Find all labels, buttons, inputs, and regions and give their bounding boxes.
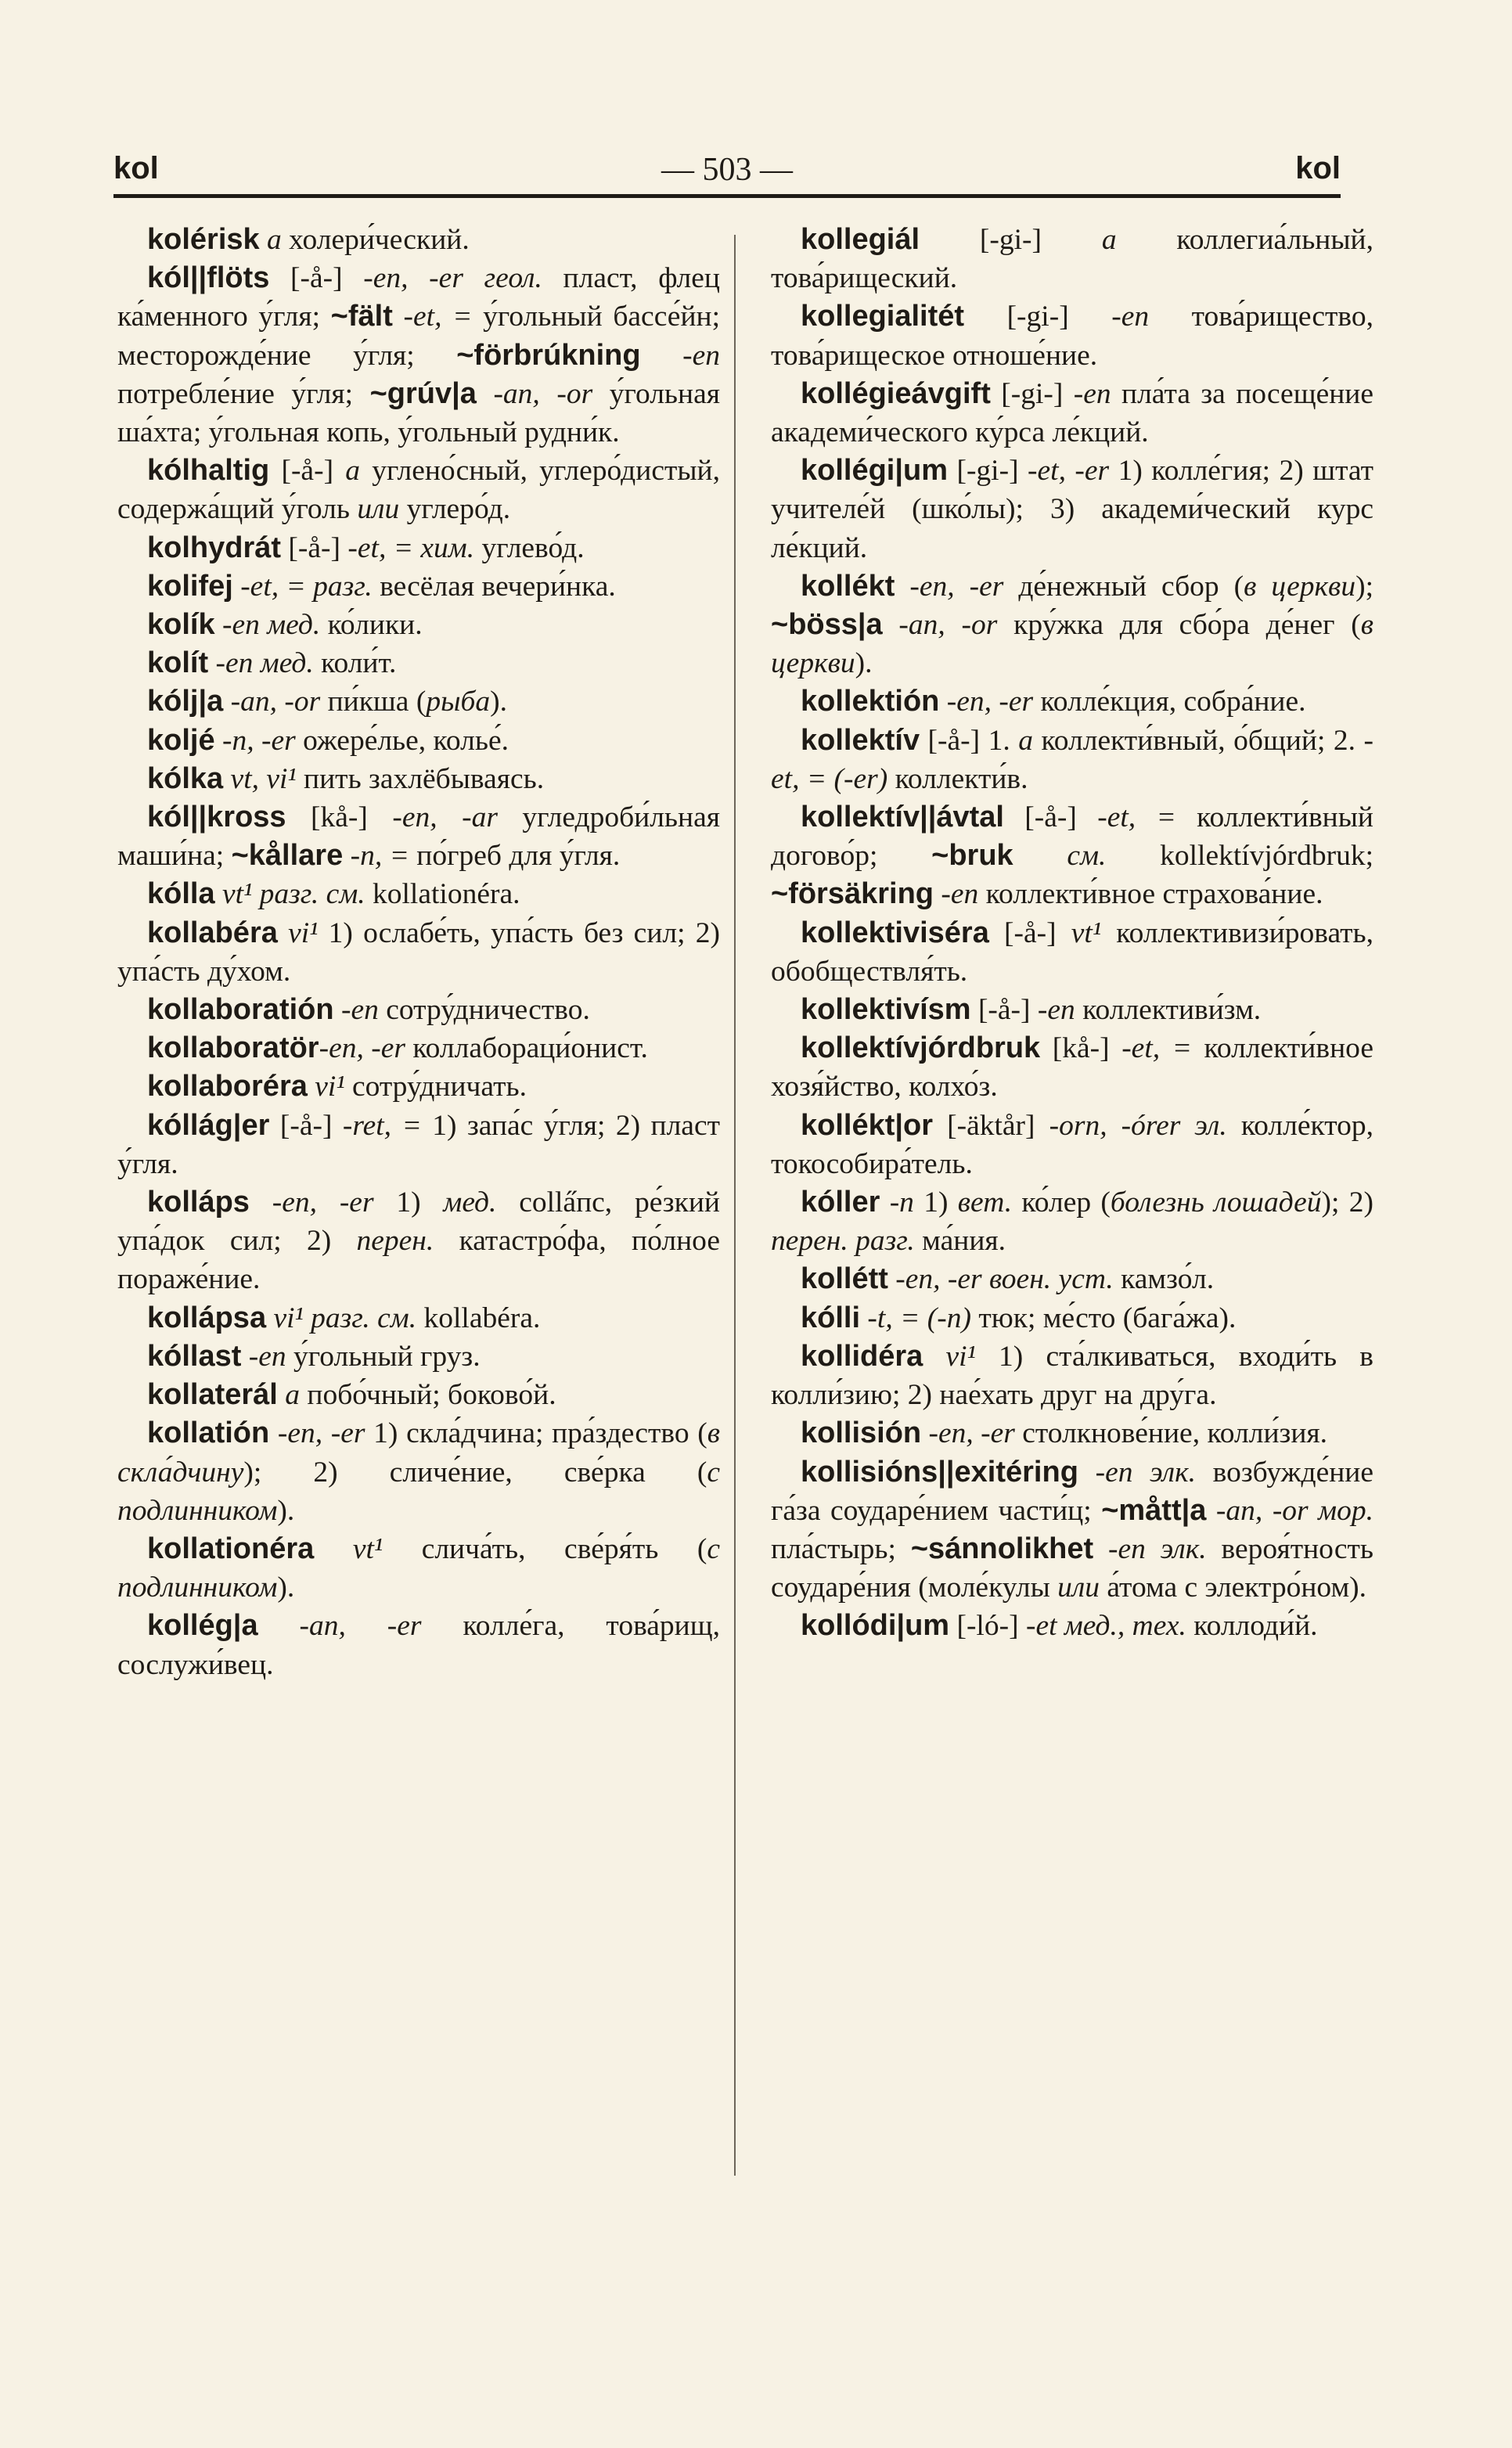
- dictionary-entry: [771, 682, 1373, 721]
- dictionary-entry: [771, 1183, 1373, 1260]
- definition-text: 1) ста́лкиваться, входи́ть в колли́зию; 2) нае́хать друг на дру́га.: [771, 1340, 1374, 1412]
- definition-text: [-gi-]: [920, 224, 1102, 256]
- headword: kollektívjórdbruk: [801, 1031, 1041, 1065]
- headword: kollektív||ávtal: [801, 801, 1004, 834]
- grammar-note: -et, = разг.: [232, 570, 373, 603]
- dictionary-entry: [117, 1183, 720, 1299]
- column-divider: [734, 235, 736, 2176]
- definition-text: 1) скла́дчина; пра́здество (: [365, 1417, 707, 1450]
- right-column: [771, 221, 1373, 1646]
- headword: ~mått|a: [1101, 1493, 1207, 1527]
- definition-text: коллекти́вный, о́бщий; 2.: [1032, 724, 1364, 757]
- definition-text: [-gi-]: [990, 377, 1074, 410]
- dictionary-entry: [771, 1453, 1373, 1607]
- grammar-note: -et, =: [392, 301, 473, 333]
- headword: kollétt: [801, 1262, 888, 1296]
- headword: kólhaltig: [147, 454, 270, 488]
- definition-text: де́нежный сбор (: [1003, 570, 1244, 603]
- definition-text: 1): [373, 1186, 444, 1219]
- definition-text: угледроби́льная маши́на;: [117, 801, 720, 873]
- definition-text: ); 2): [1321, 1186, 1373, 1219]
- page-number: — 503 —: [661, 152, 793, 188]
- dictionary-entry: [771, 567, 1373, 683]
- grammar-note: перен. разг.: [771, 1225, 915, 1258]
- grammar-note: -n, =: [343, 840, 409, 873]
- definition-text: коллекти́вный догово́р;: [771, 801, 1373, 873]
- headword: kóllág|er: [147, 1108, 270, 1142]
- definition-text: това́рищество, това́рищеское отноше́ние.: [771, 301, 1373, 372]
- definition-text: коли́т.: [313, 647, 397, 680]
- headword: kollég|a: [147, 1609, 258, 1643]
- headword: ~fält: [330, 300, 393, 333]
- definition-text: холери́ческий.: [289, 224, 470, 256]
- grammar-note: -en, -er воен. уст.: [887, 1263, 1114, 1296]
- grammar-note: с подлинником: [117, 1456, 720, 1527]
- dictionary-entry: [117, 991, 720, 1029]
- definition-text: весёлая вечери́нка.: [372, 570, 616, 603]
- headword: kollégi|um: [801, 454, 948, 488]
- definition-text: [-ló-]: [949, 1610, 1026, 1643]
- dictionary-entry: [771, 914, 1373, 991]
- dictionary-entry: [771, 722, 1373, 798]
- grammar-note: vi¹: [277, 916, 319, 949]
- headword: kollidéra: [801, 1339, 923, 1373]
- grammar-note: -en: [333, 994, 379, 1027]
- dictionary-entry: [117, 682, 720, 721]
- dictionary-entry: [117, 452, 720, 528]
- grammar-note: -et, = хим.: [347, 531, 475, 564]
- grammar-note: -an, -or мор.: [1206, 1494, 1373, 1527]
- definition-text: 1): [913, 1186, 958, 1219]
- dictionary-entry: [771, 1299, 1373, 1337]
- dictionary-entry: [117, 760, 720, 798]
- definition-text: [-å-]: [988, 916, 1071, 949]
- definition-text: столкнове́ние, колли́зия.: [1014, 1417, 1328, 1450]
- grammar-note: перен.: [356, 1225, 434, 1258]
- headword: kollégieávgift: [801, 376, 991, 410]
- grammar-note: -en, -ar: [392, 801, 498, 834]
- headword: kollaboratión: [147, 993, 334, 1027]
- grammar-note: -en: [241, 1340, 286, 1373]
- definition-text: ко́лер (: [1012, 1186, 1111, 1219]
- headword: ~kållare: [231, 839, 344, 873]
- definition-text: у́гольный груз.: [286, 1340, 481, 1373]
- grammar-note: vi¹: [307, 1071, 345, 1103]
- grammar-note: в церкви: [771, 609, 1373, 680]
- grammar-note: -en, -er: [921, 1417, 1015, 1450]
- dictionary-entry: [771, 375, 1373, 452]
- headword: kollegialitét: [801, 300, 965, 333]
- grammar-note: -n: [880, 1186, 914, 1219]
- headword: kollektión: [801, 685, 940, 718]
- grammar-note: -an, -or: [223, 686, 321, 718]
- dictionary-entry: [117, 567, 720, 606]
- definition-text: ).: [277, 1571, 295, 1604]
- headword: ~böss|a: [771, 608, 883, 642]
- grammar-note: -an, -or: [476, 377, 593, 410]
- definition-text: пла́та за посеще́ние академи́ческого ку́рса ле́кций.: [771, 377, 1374, 449]
- definition-text: сотру́дничать.: [344, 1071, 527, 1103]
- definition-text: [-gi-]: [948, 455, 1028, 488]
- definition-text: [-å-]: [269, 1109, 343, 1142]
- headword: kollódi|um: [801, 1609, 950, 1643]
- headword: kollektiviséra: [801, 916, 989, 949]
- page-header: [113, 145, 1341, 192]
- grammar-note: вет.: [957, 1186, 1013, 1219]
- dictionary-entry: [117, 722, 720, 760]
- headword: kollektív: [801, 723, 920, 757]
- definition-text: ).: [855, 647, 873, 680]
- definition-text: коллоди́й.: [1186, 1610, 1318, 1643]
- definition-text: пить захлёбываясь.: [296, 762, 545, 795]
- headword: ~försäkring: [771, 877, 934, 911]
- definition-text: пла́стырь;: [771, 1532, 911, 1565]
- grammar-note: vt¹ разг. см.: [214, 878, 365, 911]
- headword: kolifej: [147, 569, 233, 603]
- dictionary-entry: [771, 1414, 1373, 1453]
- definition-text: ).: [490, 686, 507, 718]
- headword: kól||flöts: [147, 261, 270, 295]
- grammar-note: -ret, =: [342, 1109, 422, 1142]
- definition-text: углено́сный, углеро́дистый, содержа́щий у́голь: [117, 455, 720, 526]
- definition-text: коллекти́в.: [887, 762, 1028, 795]
- headword: kólj|a: [147, 685, 224, 718]
- headword: kólli: [801, 1301, 861, 1334]
- grammar-note: -en элк.: [1093, 1532, 1207, 1565]
- grammar-note: -en, -er: [249, 1186, 374, 1219]
- definition-text: колле́кция, собра́ние.: [1033, 686, 1306, 718]
- grammar-note: vi¹ разг. см.: [266, 1301, 417, 1334]
- grammar-note: мед.: [443, 1186, 497, 1219]
- headword: koljé: [147, 723, 215, 757]
- grammar-note: -t, = (-n): [860, 1301, 971, 1334]
- dictionary-entry: [771, 221, 1373, 297]
- grammar-note: -et, -er: [1028, 455, 1110, 488]
- headword: ~förbrúkning: [456, 338, 641, 372]
- definition-text: коллективизи́ровать, обобществля́ть.: [771, 916, 1373, 988]
- definition-text: [-å-]: [269, 262, 364, 295]
- definition-text: кру́жка для сбо́ра де́нег (: [997, 609, 1361, 642]
- definition-text: углеро́д.: [399, 493, 511, 526]
- definition-text: колле́ктор, токособира́тель.: [771, 1109, 1373, 1180]
- right-guide-word: kol: [1295, 151, 1341, 185]
- definition-text: у́гольный бассе́йн; месторожде́ние у́гля;: [117, 301, 720, 372]
- left-column: [117, 221, 720, 1684]
- dictionary-entry: [117, 1029, 720, 1067]
- grammar-note: в скла́дчину: [117, 1417, 721, 1489]
- grammar-note: a: [259, 224, 290, 256]
- grammar-note: -en: [1073, 377, 1111, 410]
- definition-text: побо́чный; боково́й.: [300, 1379, 556, 1412]
- headword: kollápsa: [147, 1301, 267, 1334]
- dictionary-entry: [117, 798, 720, 875]
- definition-text: тюк; ме́сто (бага́жа).: [970, 1301, 1237, 1334]
- left-guide-word: kol: [113, 151, 159, 185]
- definition-text: коллегиа́льный, това́рищеский.: [771, 224, 1374, 295]
- grammar-note: -en: [1111, 301, 1150, 333]
- definition-text: катастро́фа, по́лное пораже́ние.: [117, 1225, 720, 1296]
- definition-text: камзо́л.: [1113, 1263, 1215, 1296]
- grammar-note: -en, -er: [895, 570, 1004, 603]
- headword: kollegiál: [801, 223, 920, 256]
- definition-text: [-å-]: [281, 531, 348, 564]
- headword: kollektivísm: [801, 993, 971, 1027]
- grammar-note: -en: [640, 339, 721, 372]
- grammar-note: -en: [1037, 994, 1075, 1027]
- definition-text: [-å-]: [1003, 801, 1098, 834]
- headword: kollabéra: [147, 916, 278, 949]
- definition-text: коллекти́вное страхова́ние.: [978, 878, 1323, 911]
- dictionary-entry: [771, 1260, 1373, 1298]
- definition-text: colla̋пс, ре́зкий упа́док сил; 2): [117, 1186, 720, 1258]
- definition-text: по́греб для у́гля.: [409, 840, 621, 873]
- dictionary-entry: [771, 1029, 1373, 1106]
- grammar-note: -n, -er: [214, 724, 296, 757]
- definition-text: [-gi-]: [964, 301, 1112, 333]
- dictionary-entry: [117, 1107, 720, 1183]
- grammar-note: -et мед., тех.: [1025, 1610, 1186, 1643]
- dictionary-entry: [117, 1376, 720, 1414]
- definition-text: у́гольная ша́хта; у́гольная копь, у́гольный рудни́к.: [117, 377, 720, 449]
- dictionary-entry: [117, 606, 720, 644]
- dictionary-entry: [771, 1607, 1373, 1645]
- grammar-note: -et, = (-er): [771, 724, 1373, 795]
- grammar-note: -en мед.: [214, 609, 321, 642]
- dictionary-entry: [117, 221, 720, 259]
- dictionary-entry: [771, 798, 1373, 914]
- definition-text: ).: [277, 1494, 295, 1527]
- definition-text: ожере́лье, колье́.: [295, 724, 509, 757]
- dictionary-entry: [771, 1107, 1373, 1183]
- definition-text: [-äktår]: [933, 1109, 1049, 1142]
- definition-text: [-å-] 1.: [920, 724, 1019, 757]
- headword: ~sánnolikhet: [910, 1532, 1094, 1565]
- definition-text: коллекти́вное хозя́йство, колхо́з.: [771, 1032, 1373, 1103]
- grammar-note: -en, -er геол.: [363, 262, 542, 295]
- grammar-note: болезнь лошадей: [1110, 1186, 1322, 1219]
- headword: kóller: [801, 1186, 880, 1219]
- grammar-note: -en мед.: [208, 647, 314, 680]
- grammar-note: или: [357, 493, 400, 526]
- grammar-note: -en элк.: [1078, 1456, 1196, 1489]
- grammar-note: с подлинником: [117, 1532, 721, 1604]
- headword: kolláps: [147, 1186, 250, 1219]
- definition-text: 1) запа́с у́гля; 2) пласт у́гля.: [117, 1109, 720, 1180]
- headword: kollaboratör: [147, 1031, 319, 1065]
- grammar-note: рыба: [426, 686, 491, 718]
- definition-text: коллабораци́онист.: [405, 1032, 648, 1065]
- dictionary-entry: [117, 644, 720, 682]
- definition-text: углево́д.: [474, 531, 585, 564]
- grammar-note: -en, -er: [269, 1417, 365, 1450]
- headword: kolík: [147, 608, 215, 642]
- dictionary-entry: [117, 529, 720, 567]
- definition-text: пи́кша (: [320, 686, 427, 718]
- grammar-note: a: [1018, 724, 1033, 757]
- dictionary-entry: [117, 1607, 720, 1683]
- grammar-note: -en: [934, 878, 979, 911]
- dictionary-entry: [771, 297, 1373, 374]
- dictionary-entry: [117, 259, 720, 452]
- definition-text: [kå-]: [1040, 1032, 1122, 1065]
- headword: kólla: [147, 877, 215, 911]
- dictionary-entry: [117, 914, 720, 991]
- headword: kollatión: [147, 1417, 270, 1450]
- dictionary-entry: [117, 1067, 720, 1106]
- definition-text: а́тома с электро́ном).: [1100, 1571, 1367, 1604]
- definition-text: kollektívjórdbruk;: [1106, 840, 1373, 873]
- headword: kollationéra: [147, 1532, 315, 1565]
- grammar-note: -orn, -órer эл.: [1049, 1109, 1227, 1142]
- grammar-note: или: [1057, 1571, 1100, 1604]
- headword: kolhydrát: [147, 531, 282, 564]
- definition-text: ко́лики.: [320, 609, 423, 642]
- grammar-note: vt¹: [314, 1532, 383, 1565]
- headword: kollisión: [801, 1417, 922, 1450]
- grammar-note: vt, vi¹: [223, 762, 297, 795]
- headword: kollékt|or: [801, 1108, 934, 1142]
- definition-text: сотру́дничество.: [378, 994, 590, 1027]
- headword: kóllast: [147, 1339, 242, 1373]
- definition-text: возбужде́ние га́за соударе́нием части́ц;: [771, 1456, 1373, 1527]
- headword: ~bruk: [931, 839, 1013, 873]
- definition-text: ма́ния.: [914, 1225, 1006, 1258]
- headword: kolérisk: [147, 223, 260, 256]
- grammar-note: vt¹: [1071, 916, 1102, 949]
- grammar-note: -en, -er: [939, 686, 1034, 718]
- headword: kollaterál: [147, 1378, 278, 1412]
- definition-text: kollationéra.: [365, 878, 520, 911]
- definition-text: 1) ослабе́ть, упа́сть без сил; 2) упа́сть ду́хом.: [117, 916, 720, 988]
- definition-text: );: [1355, 570, 1373, 603]
- definition-text: [-å-]: [970, 994, 1038, 1027]
- headword: ~grúv|a: [369, 376, 477, 410]
- dictionary-entry: [117, 875, 720, 913]
- headword: kollékt: [801, 569, 895, 603]
- dictionary-entry: [117, 1530, 720, 1607]
- dictionary-entry: [117, 1414, 720, 1530]
- definition-text: ); 2) сличе́ние, све́рка (: [243, 1456, 707, 1489]
- headword: kólka: [147, 761, 224, 795]
- definition-text: 1) колле́гия; 2) штат учителе́й (шко́лы); 3) академи́ческий курс ле́кций.: [771, 455, 1373, 564]
- grammar-note: -et, =: [1097, 801, 1176, 834]
- grammar-note: -et, =: [1121, 1032, 1192, 1065]
- grammar-note: a: [345, 455, 361, 488]
- header-rule: [113, 194, 1341, 198]
- definition-text: [kå-]: [286, 801, 393, 834]
- definition-text: потребле́ние у́гля;: [117, 377, 370, 410]
- grammar-note: vi¹: [923, 1340, 976, 1373]
- grammar-note: -en, -er: [319, 1032, 405, 1065]
- dictionary-entry: [771, 452, 1373, 567]
- definition-text: вероя́тность соударе́ния (моле́кулы: [771, 1532, 1373, 1604]
- headword: kól||kross: [147, 801, 286, 834]
- headword: kollisións||exitéring: [801, 1455, 1078, 1489]
- headword: kolít: [147, 646, 209, 680]
- grammar-note: -an, -or: [882, 609, 998, 642]
- grammar-note: -an, -er: [257, 1610, 422, 1643]
- dictionary-entry: [117, 1337, 720, 1376]
- definition-text: колле́га, това́рищ, сослужи́вец.: [117, 1610, 720, 1681]
- grammar-note: a: [277, 1379, 300, 1412]
- headword: kollaboréra: [147, 1070, 308, 1103]
- dictionary-entry: [771, 991, 1373, 1029]
- definition-text: kollabéra.: [416, 1301, 541, 1334]
- dictionary-entry: [117, 1299, 720, 1337]
- definition-text: пласт, флец ка́менного у́гля;: [117, 262, 720, 333]
- grammar-note: в церкви: [1244, 570, 1356, 603]
- grammar-note: см.: [1013, 840, 1107, 873]
- dictionary-entry: [771, 1337, 1373, 1414]
- definition-text: коллективи́зм.: [1075, 994, 1262, 1027]
- definition-text: [-å-]: [269, 455, 346, 488]
- definition-text: слича́ть, све́ря́ть (: [383, 1532, 707, 1565]
- grammar-note: a: [1101, 224, 1117, 256]
